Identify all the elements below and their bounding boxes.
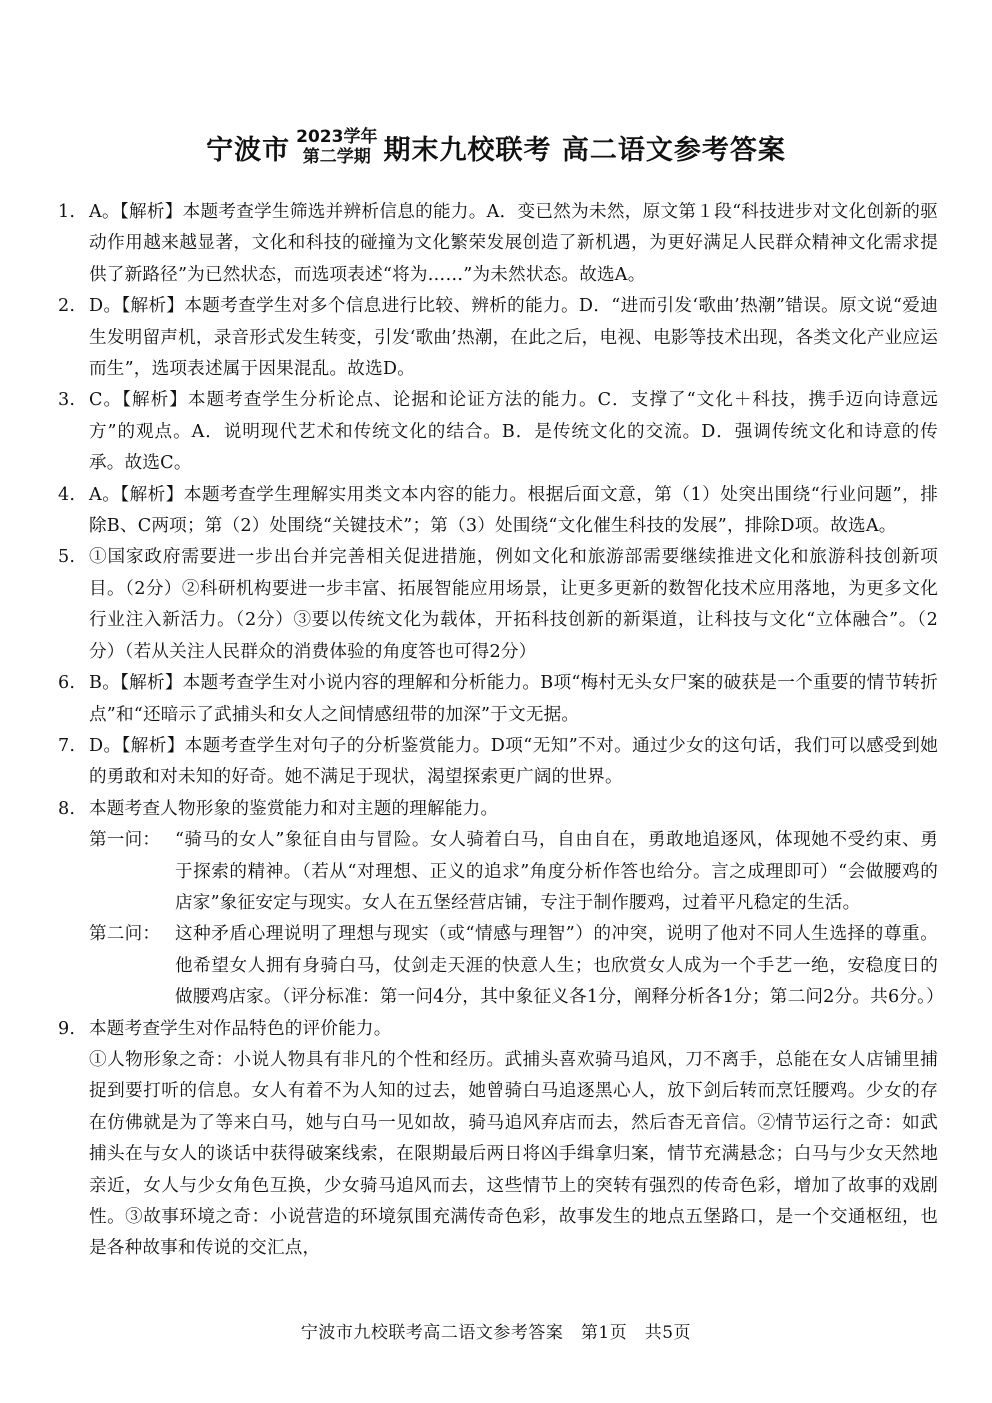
sub-question-label: 第一问： bbox=[89, 830, 161, 851]
answer-item-2 bbox=[58, 291, 938, 385]
answer-item-6 bbox=[58, 668, 938, 731]
item-text: D。【解析】本题考查学生对句子的分析鉴赏能力。D项“无知”不对。通过少女的这句话，我们可以感受到她的勇敢和对未知的好奇。她不满足于现状，渴望探索更广阔的世界。 bbox=[89, 735, 938, 788]
item-number: 4. bbox=[58, 484, 76, 505]
item-number: 1. bbox=[58, 202, 76, 222]
answer-item-5 bbox=[58, 542, 938, 668]
item-number: 8. bbox=[58, 798, 76, 819]
answer-item-1 bbox=[58, 197, 938, 291]
sub-question-1 bbox=[89, 825, 938, 919]
answer-item-7 bbox=[58, 731, 938, 794]
title-term-stack bbox=[296, 128, 377, 167]
item-text: D。【解析】本题考查学生对多个信息进行比较、辨析的能力。D．“进而引发‘歌曲’热潮”错误。原文说“爱迪生发明留声机，录音形式发生转变，引发‘歌曲’热潮，在此之后，电视、电影等技术出现，各类文化产业应运而生”，选项表述属于因果混乱。故选D。 bbox=[89, 296, 938, 380]
item-text: ①国家政府需要进一步出台并完善相关促进措施，例如文化和旅游部需要继续推进文化和旅游科技创新项目。（2分）②科研机构要进一步丰富、拓展智能应用场景，让更多更新的数智化技术应用落地，为更多文化行业注入新活力。（2分）③要以传统文化为载体，开拓科技创新的新渠道，让科技与文化“立体融合”。（2分）（若从关注人民群众的消费体验的角度答也可得2分） bbox=[89, 547, 938, 662]
sub-question-label: 第二问： bbox=[89, 924, 161, 945]
item-number: 3. bbox=[58, 390, 76, 411]
item-number: 2. bbox=[58, 296, 76, 317]
document-title bbox=[0, 128, 992, 167]
sub-question-text: “骑马的女人”象征自由与冒险。女人骑着白马，自由自在，勇敢地追逐风，体现她不受约束、勇于探索的精神。（若从“对理想、正义的追求”角度分析作答也给分。言之成理即可）“会做腰鸡的店家”象征安定与现实。女人在五堡经营店铺，专注于制作腰鸡，过着平凡稳定的生活。 bbox=[175, 830, 938, 913]
answer-body bbox=[58, 197, 944, 1265]
sub-question-2 bbox=[89, 919, 944, 1013]
page-footer: 宁波市九校联考高二语文参考答案 第1页 共5页 bbox=[300, 1323, 692, 1343]
answer-item-3 bbox=[58, 385, 938, 479]
item-text: B。【解析】本题考查学生对小说内容的理解和分析能力。B项“梅村无头女尸案的破获是一个重要的情节转折点”和“还暗示了武捕头和女人之间情感纽带的加深”于文无据。 bbox=[89, 673, 938, 725]
answer-item-8 bbox=[58, 794, 938, 825]
item-number: 9. bbox=[58, 1018, 76, 1039]
sub-question-text: 这种矛盾心理说明了理想与现实（或“情感与理智”）的冲突，说明了他对不同人生选择的尊重。他希望女人拥有身骑白马，仗剑走天涯的快意人生；也欣赏女人成为一个手艺一绝，安稳度日的做腰鸡店家。（评分标准：第一问4分，其中象征义各1分，阐释分析各1分；第二问2分。共6分。） bbox=[175, 924, 944, 1008]
item-9-body: ①人物形象之奇：小说人物具有非凡的个性和经历。武捕头喜欢骑马追风，刀不离手，总能在女人店铺里捕捉到要打听的信息。女人有着不为人知的过去，她曾骑白马追逐黑心人，放下剑后转而烹饪腰鸡。少女的存在仿佛就是为了等来白马，她与白马一见如故，骑马追风弃店而去，然后杳无音信。②情节运行之奇：如武捕头在与女人的谈话中获得破案线索，在限期最后两日将凶手缉拿归案，情节充满悬念；白马与少女天然地亲近，女人与少女角色互换，少女骑马追风而去，这些情节上的突转有强烈的传奇色彩，增加了故事的戏剧性。③故事环境之奇：小说营造的环境氛围充满传奇色彩，故事发生的地点五堡路口，是一个交通枢纽，也是各种故事和传说的交汇点， bbox=[89, 1049, 938, 1259]
title-term: 第二学期 bbox=[302, 146, 371, 167]
item-text: C。【解析】本题考查学生分析论点、论据和论证方法的能力。C．支撑了“文化＋科技，携手迈向诗意远方”的观点。A．说明现代艺术和传统文化的结合。B．是传统文化的交流。D．强调传统文化和诗意的传承。故选C。 bbox=[89, 390, 938, 474]
item-intro: 本题考查学生对作品特色的评价能力。 bbox=[89, 1018, 392, 1039]
title-city: 宁波市 bbox=[206, 135, 291, 167]
item-text: A。【解析】本题考查学生筛选并辨析信息的能力。A．变已然为未然，原文第１段“科技进步对文化创新的驱动作用越来越显著，文化和科技的碰撞为文化繁荣发展创造了新机遇，为更好满足人民群众精神文化需求提供了新路径”为已然状态，而选项表述“将为……”为未然状态。故选A。 bbox=[89, 202, 938, 285]
item-number: 7. bbox=[58, 735, 76, 756]
title-year: 2023学年 bbox=[296, 127, 378, 147]
item-number: 5. bbox=[58, 547, 76, 568]
answer-item-4 bbox=[58, 480, 938, 543]
item-text: A。【解析】本题考查学生理解实用类文本内容的能力。根据后面文意，第（1）处突出围绕“行业问题”，排除B、C两项；第（2）处围绕“关键技术”；第（3）处围绕“文化催生科技的发展”，排除D项。故选A。 bbox=[89, 484, 938, 537]
title-rest: 期末九校联考 高二语文参考答案 bbox=[383, 135, 786, 167]
answer-item-9 bbox=[58, 1014, 938, 1045]
item-number: 6. bbox=[58, 673, 76, 694]
item-intro: 本题考查人物形象的鉴赏能力和对主题的理解能力。 bbox=[89, 798, 499, 819]
